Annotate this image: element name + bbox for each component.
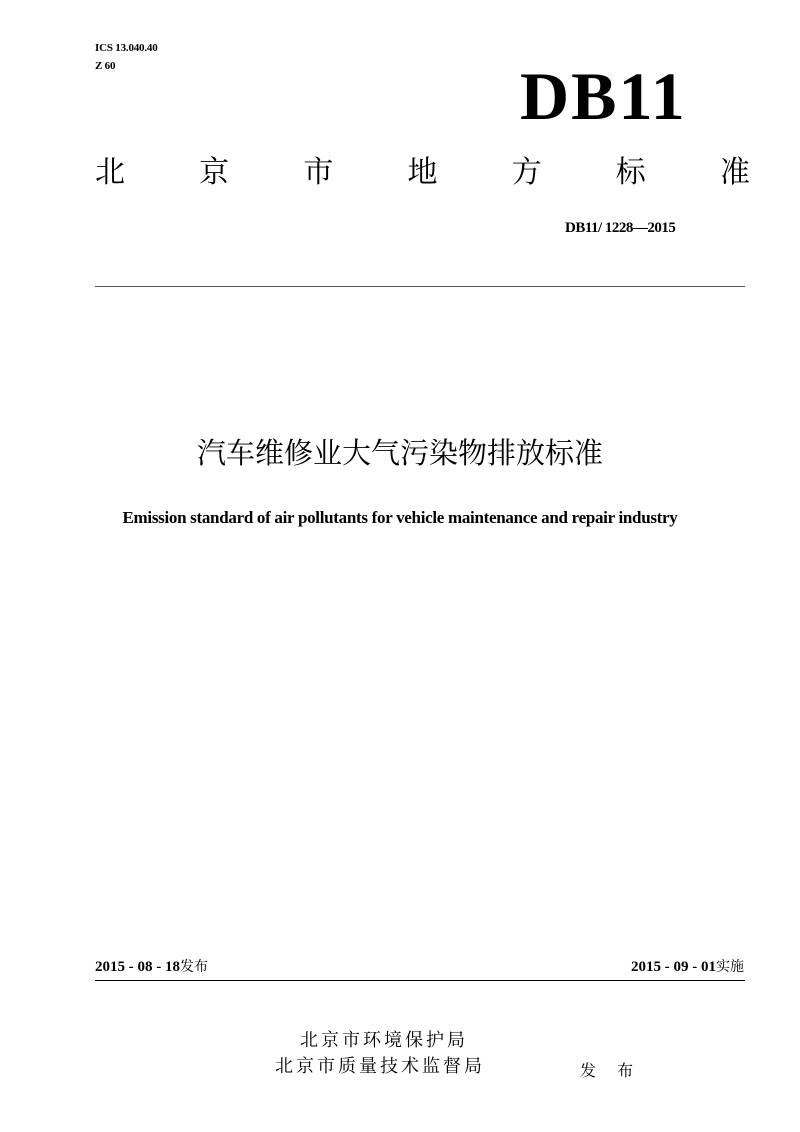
effective-date-block	[631, 960, 744, 975]
publish-label: 发 布	[580, 1061, 642, 1080]
title-char: 标	[615, 155, 646, 190]
footer-divider	[95, 980, 745, 981]
issue-date: 2015 - 08 - 18	[95, 959, 180, 975]
issuer-environment-bureau: 北京市环境保护局	[300, 1030, 468, 1051]
issue-date-block	[95, 960, 208, 975]
title-char: 方	[511, 155, 542, 190]
effective-date: 2015 - 09 - 01	[631, 959, 716, 975]
classification-code: Z 60	[95, 60, 116, 72]
document-title-cn: 汽车维修业大气污染物排放标准	[196, 436, 603, 470]
standard-type-title	[95, 155, 750, 190]
issue-label: 发布	[180, 959, 208, 975]
title-char: 北	[95, 155, 125, 190]
title-char: 地	[407, 155, 438, 190]
document-title-en: Emission standard of air pollutants for vehicle maintenance and repair industry	[122, 508, 678, 527]
standard-number: DB11/ 1228—2015	[565, 220, 676, 236]
effective-label: 实施	[716, 959, 744, 975]
standard-code: DB11	[520, 58, 687, 134]
issuer-quality-bureau: 北京市质量技术监督局	[275, 1056, 485, 1077]
title-char: 准	[719, 155, 750, 190]
title-char: 京	[199, 155, 230, 190]
title-char: 市	[303, 155, 334, 190]
header-divider	[95, 286, 745, 287]
ics-code: ICS 13.040.40	[95, 42, 158, 54]
